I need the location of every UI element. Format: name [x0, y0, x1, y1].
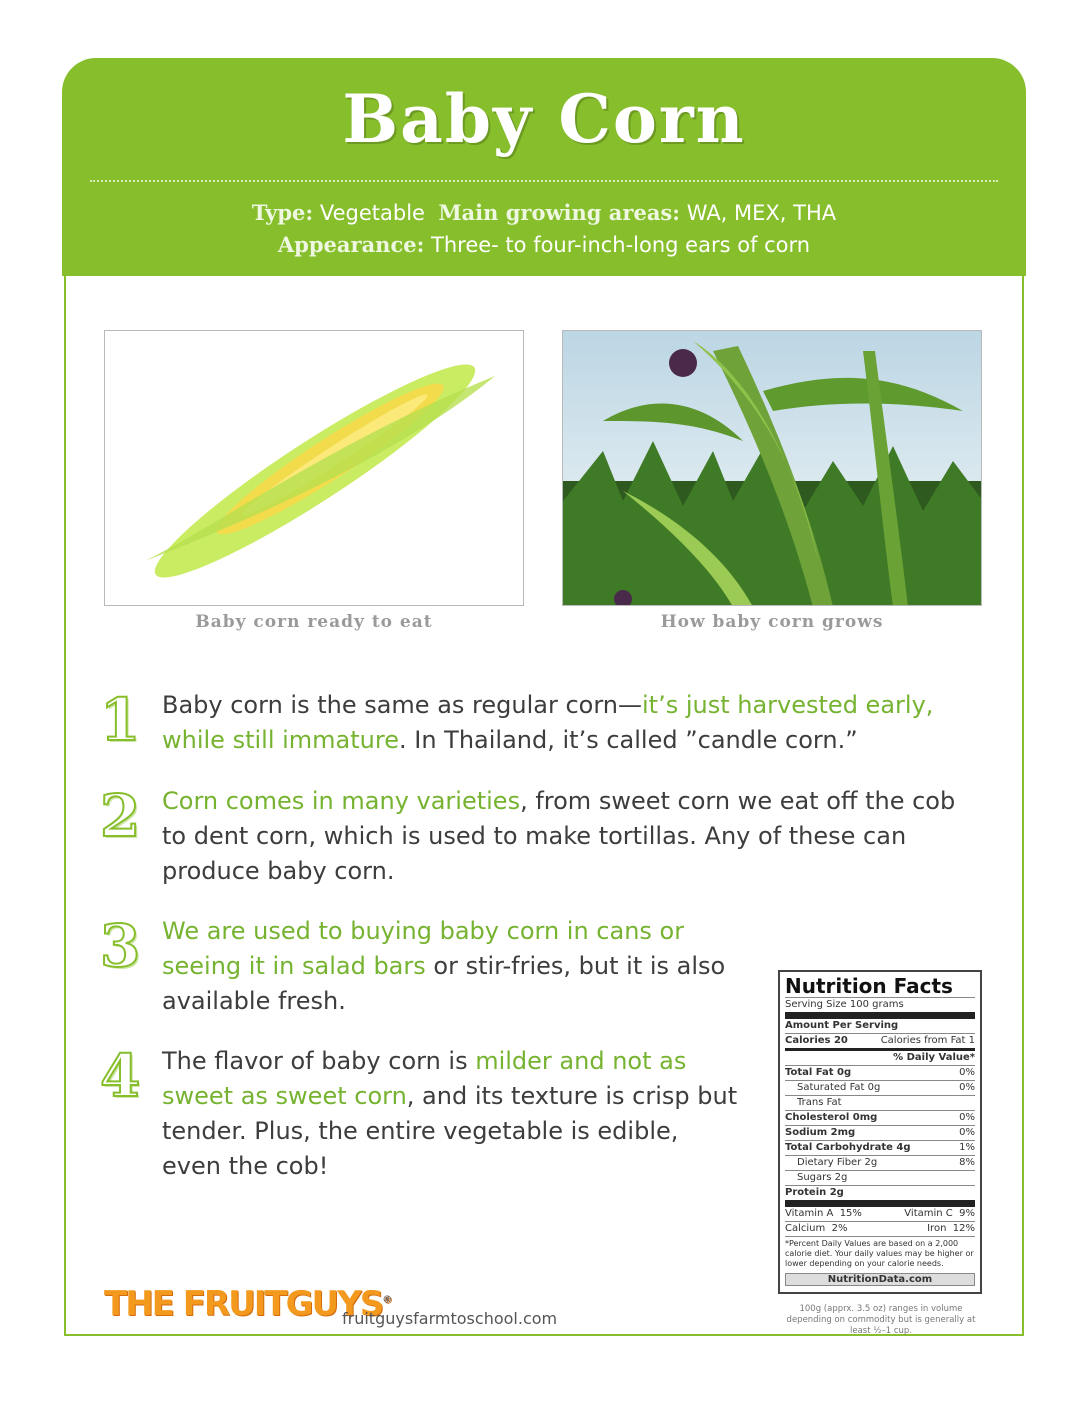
nutrient-row — [785, 1170, 975, 1185]
iron-value: 12% — [952, 1223, 975, 1234]
nutrient-label: Cholesterol 0mg — [785, 1112, 878, 1123]
type-and-areas — [62, 200, 1026, 225]
corn-field-photo — [562, 330, 982, 606]
fact-number: 2 — [100, 782, 141, 850]
nutrient-label: Sodium 2mg — [785, 1127, 856, 1138]
serving-size-text: Serving Size 100 grams — [785, 999, 904, 1010]
nutrient-row — [785, 1080, 975, 1095]
nutrient-label: Saturated Fat 0g — [797, 1082, 881, 1093]
fact-text — [162, 914, 752, 1019]
calories-row — [785, 1033, 975, 1048]
amount-label: Amount Per Serving — [785, 1020, 899, 1031]
nutrient-label: Dietary Fiber 2g — [797, 1157, 878, 1168]
nutrition-source: NutritionData.com — [785, 1273, 975, 1286]
vitamin-row — [785, 1200, 975, 1221]
areas-value: WA, MEX, THA — [686, 201, 837, 225]
nutrient-dv: 0% — [959, 1082, 975, 1093]
nutrient-dv: 0% — [959, 1112, 975, 1123]
nutrient-row — [785, 1125, 975, 1140]
nutrient-row — [785, 1185, 975, 1200]
nutrient-label: Protein 2g — [785, 1187, 844, 1198]
vitamin-c-label: Vitamin C — [904, 1208, 953, 1219]
nutrient-label: Total Fat 0g — [785, 1067, 852, 1078]
nutrition-facts-label — [778, 970, 982, 1294]
nutrient-row — [785, 1095, 975, 1110]
type-value: Vegetable — [319, 201, 425, 225]
nutrient-rows — [785, 1065, 975, 1200]
baby-corn-photo — [104, 330, 524, 606]
page-title: Baby Corn — [342, 80, 746, 158]
fact-text-plain: . In Thailand, it’s called ”candle corn.” — [398, 726, 858, 754]
amount-per-serving — [785, 1012, 975, 1033]
iron-label: Iron — [927, 1223, 947, 1234]
calories-from-fat: Calories from Fat 1 — [880, 1035, 975, 1046]
nutrient-row — [785, 1110, 975, 1125]
fact-text-highlight: it’s just harvested early, while still immature — [162, 691, 934, 754]
vitamin-a-label: Vitamin A — [785, 1208, 834, 1219]
fact-number: 4 — [100, 1042, 141, 1110]
nutrition-title: Nutrition Facts — [785, 974, 953, 998]
calories-value: Calories 20 — [785, 1035, 848, 1046]
fact-text-plain: or stir-fries, but it is also available fresh. — [162, 952, 726, 1015]
photo-caption-right: How baby corn grows — [660, 612, 884, 632]
fact-text-highlight: We are used to buying baby corn in cans or seeing it in salad bars — [162, 917, 685, 980]
nutrient-label: Trans Fat — [797, 1097, 842, 1108]
fact-text-plain: , and its texture is crisp but tender. Plus, the entire vegetable is edible, even the cob! — [162, 1082, 738, 1180]
fact-number: 3 — [100, 912, 141, 980]
fact-text — [162, 688, 992, 758]
fact-text-highlight: milder and not as sweet as sweet corn — [162, 1047, 687, 1110]
serving-size — [785, 997, 975, 1012]
mineral-row — [785, 1221, 975, 1236]
serving-note: 100g (apprx. 3.5 oz) ranges in volume depending on commodity but is generally at least ½–1 cup. — [786, 1304, 976, 1336]
website-url: fruitguysfarmtoschool.com — [342, 1309, 558, 1328]
nutrient-label: Sugars 2g — [797, 1172, 848, 1183]
fact-number: 1 — [100, 686, 141, 754]
nutrient-dv: 1% — [959, 1142, 975, 1153]
dv-header-text: % Daily Value* — [893, 1052, 975, 1063]
fact-text-plain: , from sweet corn we eat off the cob to dent corn, which is used to make tortillas. Any of these can produce baby corn. — [162, 787, 956, 885]
header-banner — [62, 58, 1026, 276]
nutrient-dv: 0% — [959, 1127, 975, 1138]
calcium-label: Calcium — [785, 1223, 826, 1234]
nutrient-row — [785, 1065, 975, 1080]
nutrient-label: Total Carbohydrate 4g — [785, 1142, 911, 1153]
appearance — [62, 232, 1026, 257]
nutrient-dv: 0% — [959, 1067, 975, 1078]
dotted-divider — [90, 180, 998, 182]
areas-label: Main growing areas: — [438, 200, 681, 225]
nutrient-row — [785, 1140, 975, 1155]
photo-caption-left: Baby corn ready to eat — [195, 612, 433, 632]
logo-text: THE FRUITGUYS — [104, 1284, 383, 1324]
fact-text-plain: The flavor of baby corn is — [162, 1047, 476, 1075]
nutrient-dv: 8% — [959, 1157, 975, 1168]
nutrient-row — [785, 1155, 975, 1170]
fact-text-highlight: Corn comes in many varieties — [162, 787, 521, 815]
daily-value-header — [785, 1048, 975, 1065]
calcium-value: 2% — [831, 1223, 848, 1234]
daily-value-note: *Percent Daily Values are based on a 2,000 calorie diet. Your daily values may be higher or lower depending on your calorie needs. — [785, 1236, 975, 1269]
vitamin-c-value: 9% — [959, 1208, 975, 1219]
vitamin-a-value: 15% — [839, 1208, 862, 1219]
fact-text — [162, 1044, 742, 1184]
appearance-value: Three- to four-inch-long ears of corn — [431, 233, 811, 257]
fact-text-plain: Baby corn is the same as regular corn— — [162, 691, 642, 719]
appearance-label: Appearance: — [277, 232, 425, 257]
registered-mark: ® — [382, 1294, 393, 1306]
fact-text — [162, 784, 972, 889]
type-label: Type: — [251, 200, 314, 225]
